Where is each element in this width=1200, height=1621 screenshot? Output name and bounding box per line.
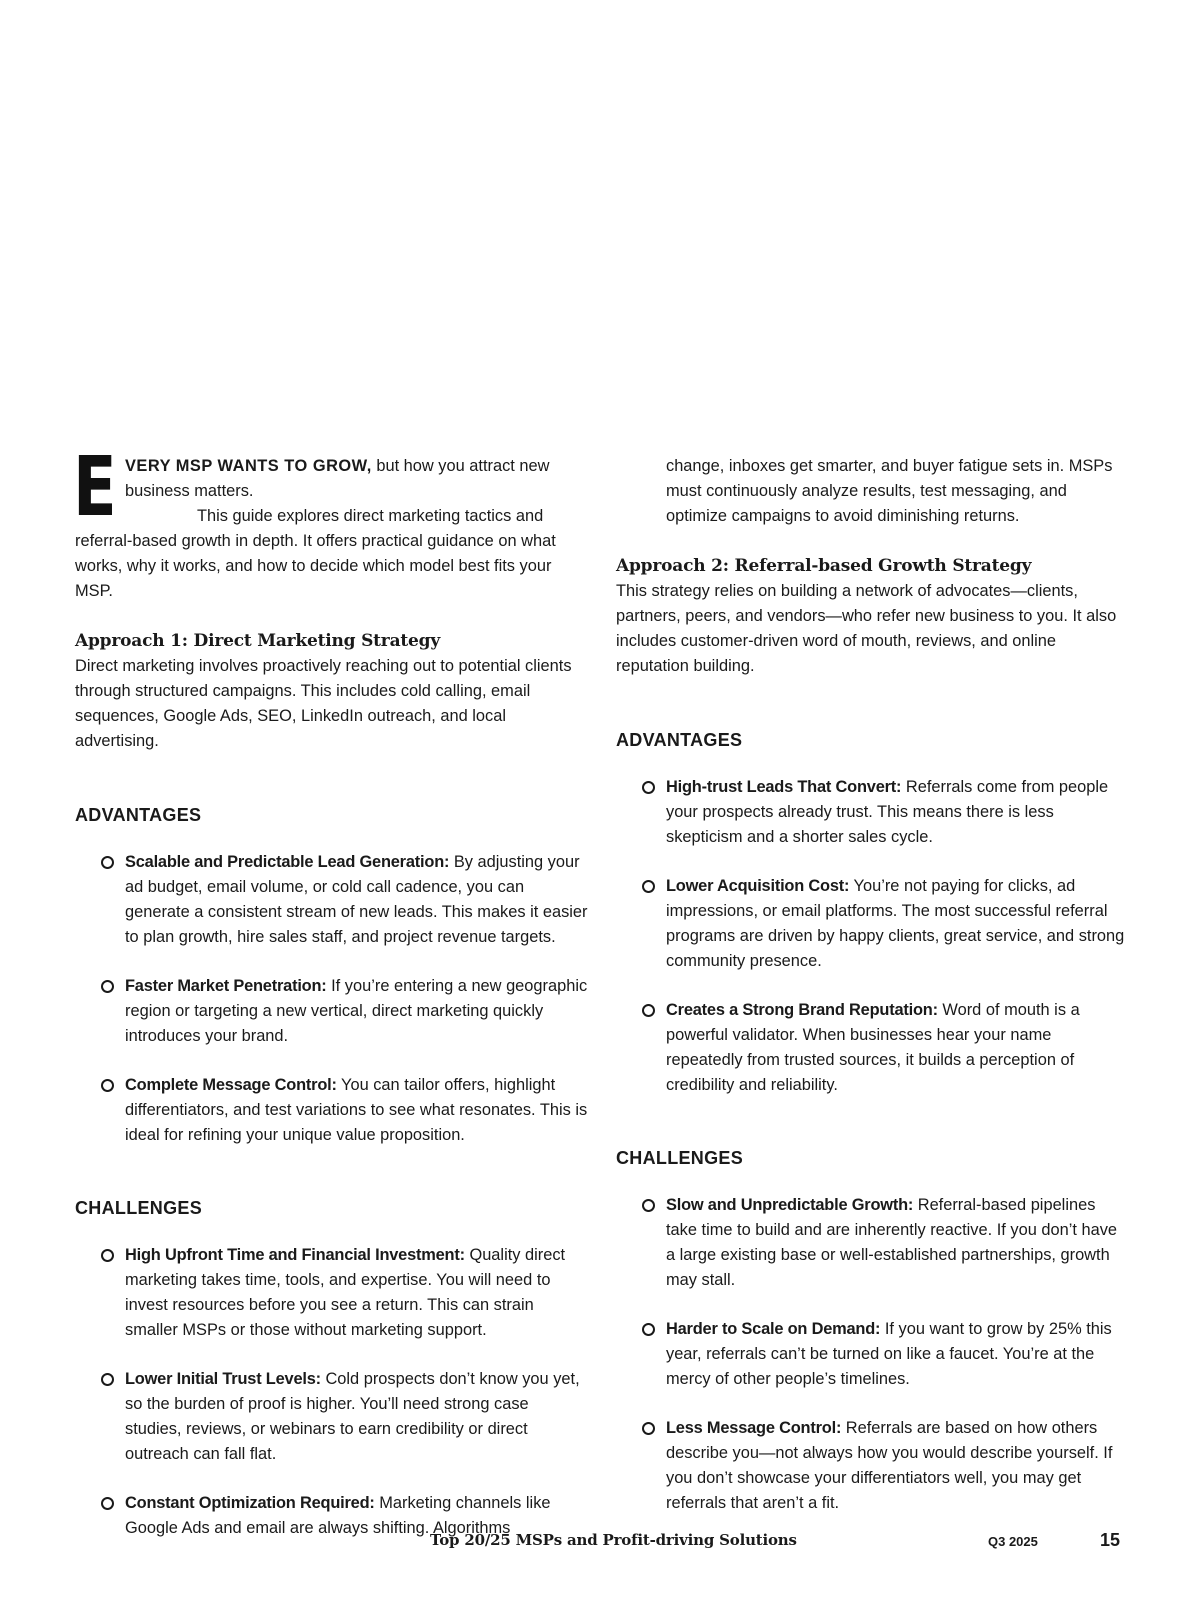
circle-bullet-icon	[101, 1079, 114, 1092]
list-item	[616, 1193, 1130, 1293]
item-text: Cold prospects don’t know you yet, so the burden of proof is higher. You’ll need strong case studies, reviews, or webinars to earn credibility or direct outreach can fall flat.	[125, 1370, 580, 1463]
approach-1-body: Direct marketing involves proactively reaching out to potential clients through structured campaigns. This includes cold calling, email sequences, Google Ads, SEO, LinkedIn outreach, and local advertising.	[75, 657, 572, 750]
approach-1-heading	[75, 629, 589, 654]
list-item	[75, 1073, 589, 1148]
circle-bullet-icon	[642, 1199, 655, 1212]
intro-paragraph	[75, 454, 589, 504]
circle-bullet-icon	[101, 1373, 114, 1386]
list-item	[616, 874, 1130, 974]
approach-2-challenges-heading: CHALLENGES	[616, 1148, 744, 1168]
list-item	[616, 998, 1130, 1098]
item-title: High-trust Leads That Convert:	[666, 778, 902, 796]
approach-1-continued-text: change, inboxes get smarter, and buyer fatigue sets in. MSPs must continuously analyze results, test messaging, and optimize campaigns to avoid diminishing returns.	[666, 457, 1113, 525]
intro	[73, 440, 589, 604]
item-text: You can tailor offers, highlight differentiators, and test variations to see what resonates. This is ideal for refining your unique value proposition.	[125, 1076, 588, 1144]
item-text: You’re not paying for clicks, ad impressions, or email platforms. The most successful referral programs are driven by happy clients, great service, and strong community presence.	[666, 877, 1125, 970]
item-title: Creates a Strong Brand Reputation:	[666, 1001, 938, 1019]
item-title: Faster Market Penetration:	[125, 977, 327, 995]
circle-bullet-icon	[101, 1497, 114, 1510]
drop-cap: E	[73, 440, 117, 535]
item-text: Quality direct marketing takes time, tools, and expertise. You will need to invest resources before you see a return. This can strain smaller MSPs or those without marketing support.	[125, 1246, 566, 1339]
intro-lead: VERY MSP WANTS TO GROW,	[125, 457, 372, 475]
item-title: Complete Message Control:	[125, 1076, 337, 1094]
approach-1-heading-number: Approach 1	[75, 631, 182, 651]
item-text: Word of mouth is a powerful validator. When businesses hear your name repeatedly from trusted sources, it builds a perception of credibility and reliability.	[666, 1001, 1080, 1094]
item-title: Lower Acquisition Cost:	[666, 877, 850, 895]
approach-2-advantages-list	[616, 775, 1130, 1098]
list-item	[75, 1367, 589, 1467]
approach-1-challenges-list	[75, 1243, 589, 1541]
list-item	[75, 850, 589, 950]
circle-bullet-icon	[101, 856, 114, 869]
approach-1-advantages-heading: ADVANTAGES	[75, 805, 202, 825]
list-item	[75, 1243, 589, 1343]
list-item	[75, 974, 589, 1049]
item-title: Lower Initial Trust Levels:	[125, 1370, 321, 1388]
item-text: Marketing channels like Google Ads and email are always shifting. Algorithms	[125, 1494, 551, 1537]
item-text: Referrals come from people your prospects already trust. This means there is less skepticism and a shorter sales cycle.	[666, 778, 1109, 846]
approach-2-advantages-heading: ADVANTAGES	[616, 730, 743, 750]
item-title: Constant Optimization Required:	[125, 1494, 375, 1512]
circle-bullet-icon	[101, 980, 114, 993]
approach-2-heading-number: Approach 2	[616, 556, 723, 576]
left-column	[73, 440, 589, 1541]
circle-bullet-icon	[642, 880, 655, 893]
approach-1-heading-title: : Direct Marketing Strategy	[181, 631, 441, 651]
circle-bullet-icon	[642, 1004, 655, 1017]
item-text: If you want to grow by 25% this year, referrals can’t be turned on like a faucet. You’re at the mercy of other people’s timelines.	[666, 1320, 1112, 1388]
approach-1-challenges-heading: CHALLENGES	[75, 1198, 203, 1218]
circle-bullet-icon	[101, 1249, 114, 1262]
approach-2-heading	[616, 554, 1130, 579]
item-text: By adjusting your ad budget, email volume, or cold call cadence, you can generate a consistent stream of new leads. This makes it easier to plan growth, hire sales staff, and project revenue targets.	[125, 853, 588, 946]
item-text: Referral-based pipelines take time to build and are inherently reactive. If you don’t have a large existing base or well-established partnerships, growth may stall.	[666, 1196, 1118, 1289]
page-footer	[0, 1531, 1200, 1561]
approach-2-challenges-list	[616, 1193, 1130, 1516]
right-column	[616, 454, 1130, 1516]
page-number: 15	[1100, 1530, 1121, 1550]
intro-lead-rest: but how you attract new business matters.	[125, 457, 550, 500]
item-title: Scalable and Predictable Lead Generation:	[125, 853, 450, 871]
list-item	[616, 1317, 1130, 1392]
intro-paragraph-2: This guide explores direct marketing tactics and referral-based growth in depth. It offers practical guidance on what works, why it works, and how to decide which model best fits your MSP.	[75, 507, 556, 600]
circle-bullet-icon	[642, 1323, 655, 1336]
approach-2-heading-title: : Referral-based Growth Strategy	[722, 556, 1032, 576]
item-title: Less Message Control:	[666, 1419, 842, 1437]
footer-issue: Q3 2025	[988, 1534, 1038, 1549]
item-text: Referrals are based on how others describe you—not always how you would describe yourself. If you don’t showcase your differentiators well, you may get referrals that aren’t a fit.	[666, 1419, 1113, 1512]
circle-bullet-icon	[642, 1422, 655, 1435]
item-text: If you’re entering a new geographic region or targeting a new vertical, direct marketing quickly introduces your brand.	[125, 977, 588, 1045]
list-item	[616, 1416, 1130, 1516]
approach-2-body: This strategy relies on building a network of advocates—clients, partners, peers, and vendors—who refer new business to you. It also includes customer-driven word of mouth, reviews, and online reputation building.	[616, 582, 1117, 675]
item-title: High Upfront Time and Financial Investment:	[125, 1246, 465, 1264]
footer-publication-title: Top 20/25 MSPs and Profit-driving Solutions	[430, 1531, 797, 1549]
item-title: Harder to Scale on Demand:	[666, 1320, 881, 1338]
approach-1-advantages-list	[75, 850, 589, 1148]
list-item	[616, 775, 1130, 850]
item-title: Slow and Unpredictable Growth:	[666, 1196, 914, 1214]
circle-bullet-icon	[642, 781, 655, 794]
